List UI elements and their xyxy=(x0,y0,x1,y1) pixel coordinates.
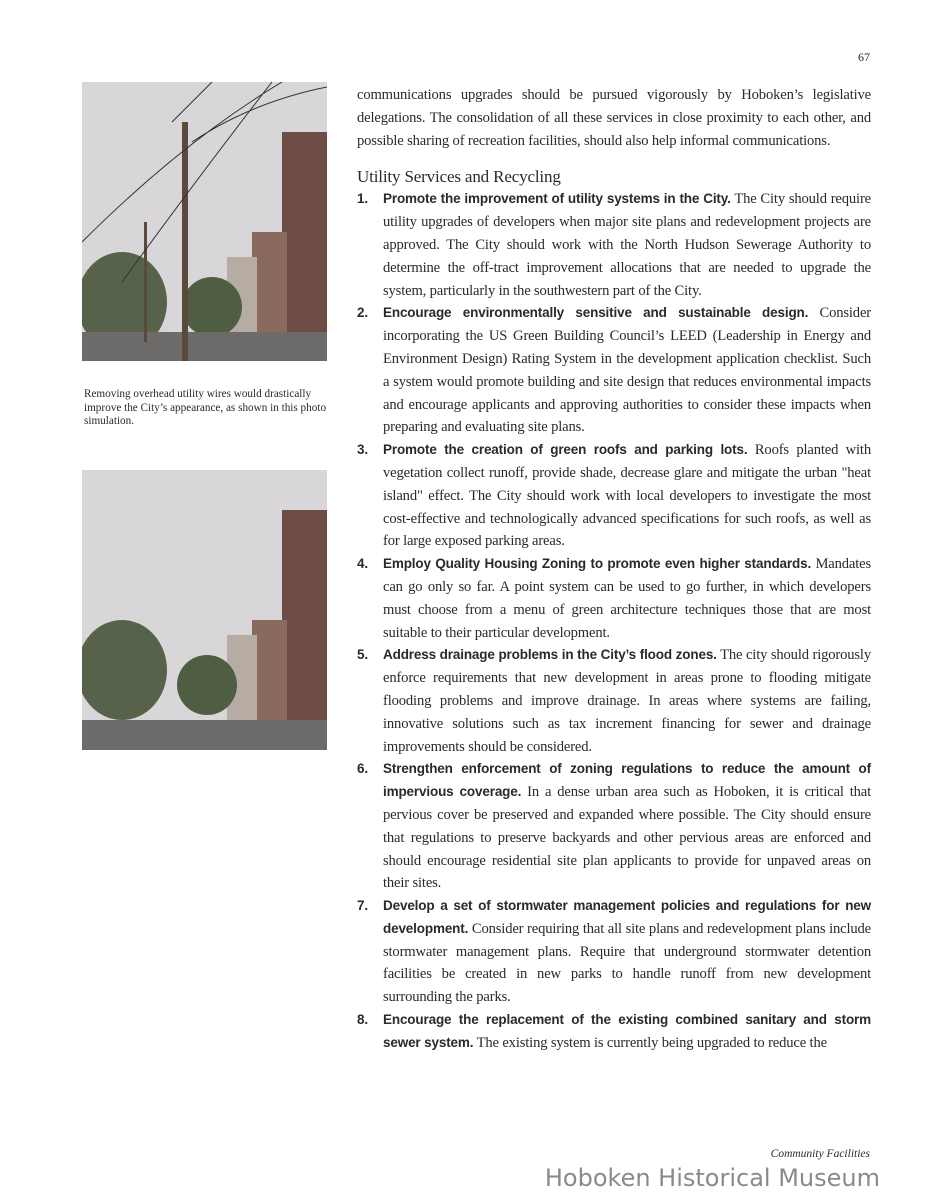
street-photo-simulation xyxy=(82,470,327,750)
main-column xyxy=(357,84,871,1055)
street-photo-with-wires xyxy=(82,82,327,361)
list-item xyxy=(357,644,871,758)
list-item xyxy=(357,1009,871,1055)
list-item xyxy=(357,302,871,439)
item-text: The city should rigorously enforce requirements that new development in areas prone to flooding mitigate flooding problems and improve drainage. In areas where systems are failing, innovative solutions such as tax increment financing for sewer and drainage improvements should be considered. xyxy=(383,647,871,755)
item-lead: Promote the improvement of utility systems in the City. xyxy=(383,191,731,207)
item-text: In a dense urban area such as Hoboken, it is critical that pervious cover be preserved and expanded where possible. The City should ensure that regulations to preserve backyards and other pervious areas are enforced and should encourage residential site plan applicants to provide for unpaved areas on their sites. xyxy=(383,784,872,892)
item-number: 1. xyxy=(357,191,368,207)
item-text: The City should require utility upgrades of developers when major site plans and redevelopment projects are approved. The City should work with the North Hudson Sewerage Authority to determine the off-tract improvement allocations that are needed to upgrade the system, particularly in the southwestern part of the City. xyxy=(383,191,871,299)
watermark: Hoboken Historical Museum xyxy=(544,1164,880,1192)
item-number: 5. xyxy=(357,647,368,663)
item-number: 8. xyxy=(357,1012,368,1028)
item-number: 4. xyxy=(357,556,368,572)
list-item xyxy=(357,895,871,1009)
item-text: Mandates can go only so far. A point system can be used to go further, in which developers must choose from a menu of green architecture techniques those that are most suitable to their particular development. xyxy=(383,556,871,641)
item-lead: Encourage environmentally sensitive and sustainable design. xyxy=(383,305,809,321)
footer-section-name: Community Facilities xyxy=(770,1148,870,1160)
item-text: Roofs planted with vegetation collect runoff, provide shade, decrease glare and mitigate the urban "heat island" effect. The City should work with local developers to investigate the most cost-effective and technologically advanced specifications for such roofs, as well as for large exposed parking areas. xyxy=(383,442,871,550)
item-lead: Promote the creation of green roofs and parking lots. xyxy=(383,442,748,458)
item-number: 7. xyxy=(357,898,368,914)
page-number: 67 xyxy=(858,50,870,64)
item-lead: Address drainage problems in the City’s flood zones. xyxy=(383,647,717,663)
list-item xyxy=(357,188,871,302)
item-number: 3. xyxy=(357,442,368,458)
item-number: 2. xyxy=(357,305,368,321)
item-text: The existing system is currently being upgraded to reduce the xyxy=(473,1034,827,1051)
intro-paragraph: communications upgrades should be pursued vigorously by Hoboken’s legislative delegations. The consolidation of all these services in close proximity to each other, and possible sharing of recreation facilities, should also help informal communications. xyxy=(357,87,871,149)
item-number: 6. xyxy=(357,761,368,777)
section-title: Utility Services and Recycling xyxy=(357,167,561,187)
item-text: Consider incorporating the US Green Building Council’s LEED (Leadership in Energy and Environment Design) Rating System in the development application checklist. Such a system would promote building and site design that reduces environmental impacts and encourage applicants and approving authorities to consider these impacts when preparing and evaluating site plans. xyxy=(383,305,871,436)
item-lead: Encourage the replacement of the existing combined sanitary and storm sewer system. xyxy=(383,1012,871,1050)
photo-caption: Removing overhead utility wires would drastically improve the City’s appearance, as shown in this photo simulation. xyxy=(84,388,327,427)
list-item xyxy=(357,758,871,895)
item-text: Consider requiring that all site plans and redevelopment plans include stormwater management plans. Require that underground stormwater detention facilities be created in new parks to handle runoff from new development surrounding the parks. xyxy=(383,920,871,1006)
list-item xyxy=(357,439,871,553)
item-lead: Develop a set of stormwater management policies and regulations for new development. xyxy=(383,898,871,936)
list-item xyxy=(357,553,871,644)
recommendations-list xyxy=(357,188,871,1054)
item-lead: Employ Quality Housing Zoning to promote even higher standards. xyxy=(383,556,812,572)
item-lead: Strengthen enforcement of zoning regulations to reduce the amount of impervious coverage. xyxy=(383,761,871,800)
